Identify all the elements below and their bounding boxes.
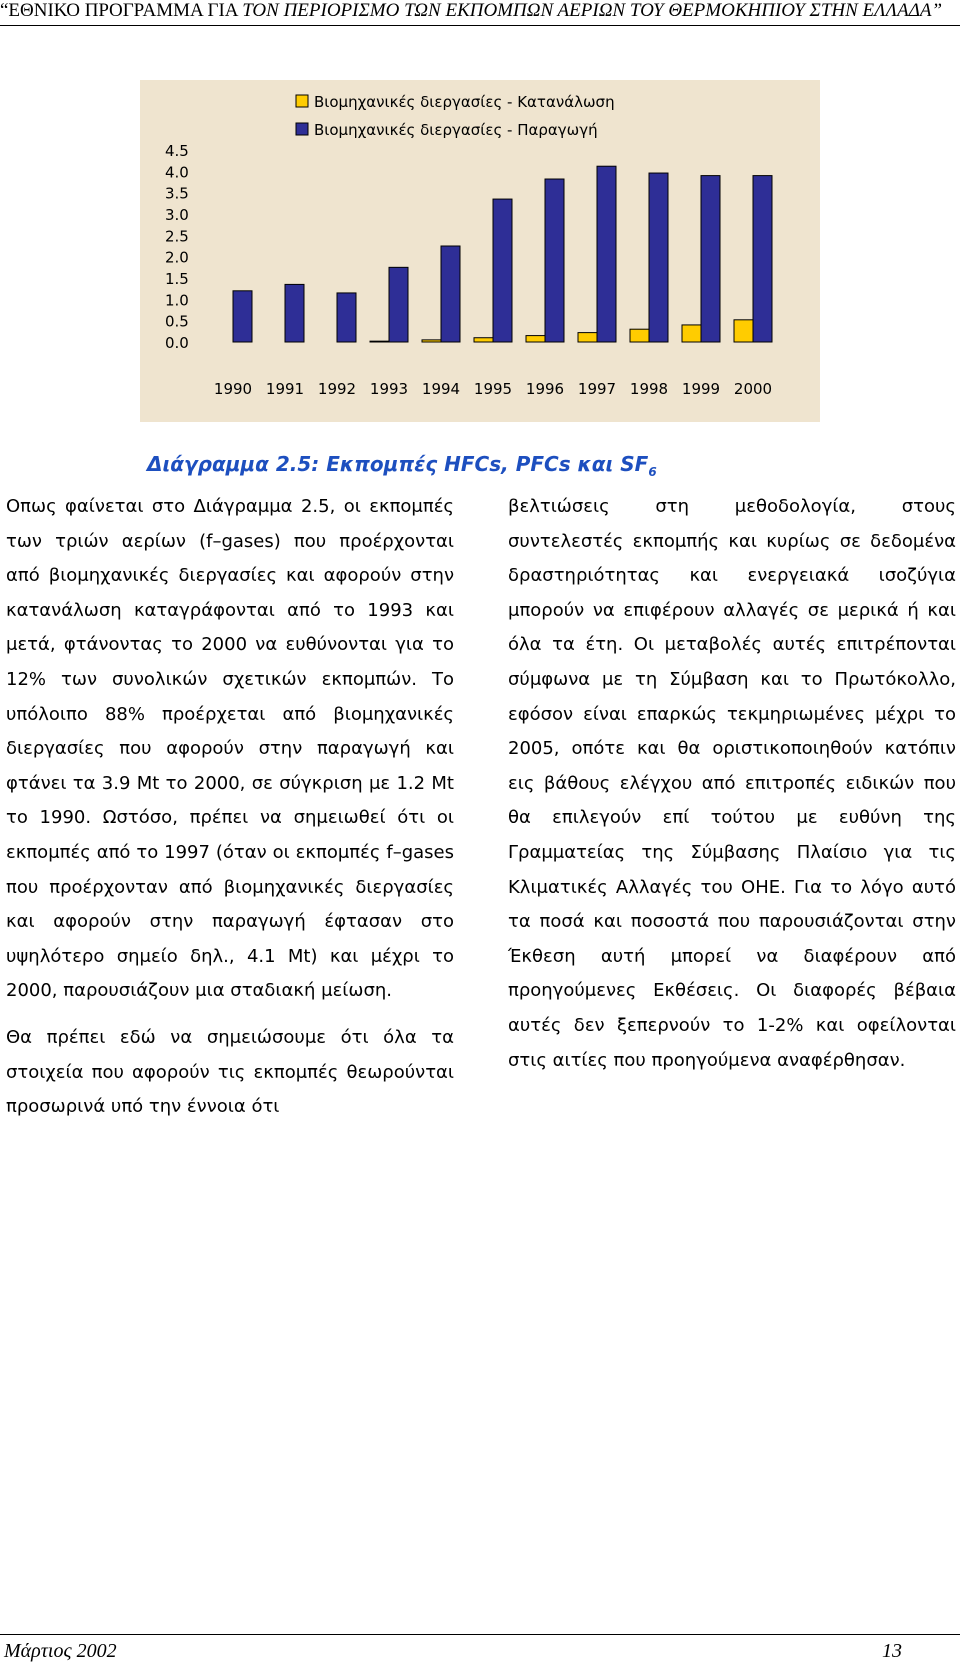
paragraph: βελτιώσεις στη μεθοδολογία, στους συντελεστές εκπομπής και κυρίως σε δεδομένα δραστηριότητας και ενεργειακά ισοζύγια μπορούν να επιφέρουν αλλαγές σε μερικά ή και όλα τα έτη. Οι μεταβολές αυτές επιτρέπονται σύμφωνα με τη Σύμβαση και το Πρωτόκολλο, εφόσον είναι επαρκώς τεκμηριωμένες μέχρι το 2005, οπότε και θα οριστικοποιηθούν κατόπιν εις βάθους ελέγχου από επιτροπές ειδικών που θα επιλεγούν επί τούτου με ευθύνη της Γραμματείας της Σύμβασης Πλαίσιο για τις Κλιματικές Αλλαγές του ΟΗΕ. Για το λόγο αυτό τα ποσά και ποσοστά που παρουσιάζονται στην Έκθεση αυτή μπορεί να διαφέρουν από προηγούμενες Εκθέσεις. Οι διαφορές βέβαια αυτές δεν ξεπερνούν το 1-2% και οφείλονται στις αιτίες που προηγούμενα αναφέρθησαν. xyxy=(508,496,956,1071)
bar xyxy=(753,176,772,342)
bar xyxy=(649,173,668,342)
footer-rule xyxy=(0,1634,960,1635)
y-tick-label: 1.0 xyxy=(165,291,189,310)
y-tick-label: 0.0 xyxy=(165,334,189,352)
legend-swatch xyxy=(296,123,308,135)
figure-caption xyxy=(147,452,657,479)
bar xyxy=(526,336,545,342)
bar-chart xyxy=(140,80,820,422)
legend-swatch xyxy=(296,95,308,107)
x-tick-label: 1991 xyxy=(265,380,305,398)
page-number: 13 xyxy=(882,1640,902,1662)
bar xyxy=(233,291,252,342)
y-tick-label: 3.5 xyxy=(165,184,189,203)
y-tick-label: 1.5 xyxy=(165,270,189,288)
x-tick-label: 2000 xyxy=(733,380,773,398)
header-rule xyxy=(0,25,960,26)
bar xyxy=(545,179,564,342)
y-tick-label: 2.0 xyxy=(165,248,189,267)
bar xyxy=(630,329,649,342)
x-tick-label: 1992 xyxy=(317,380,357,398)
paragraph: Οπως φαίνεται στο Διάγραμμα 2.5, οι εκπομπές των τριών αερίων (f–gases) που προέρχονται από βιομηχανικές διεργασίες και αφορούν στην κατανάλωση καταγράφονται από το 1993 και μετά, φτάνοντας το 2000 να ευθύνονται για το 12% των συνολικών σχετικών εκπομπών. Το υπόλοιπο 88% προέρχεται από βιομηχανικές διεργασίες που αφορούν στην παραγωγή και φτάνει τα 3.9 Mt το 2000, σε σύγκριση με 1.2 Mt το 1990. Ωστόσο, πρέπει να σημειωθεί ότι οι εκπομπές από το 1997 (όταν οι εκπομπές f–gases που προέρχονταν από βιομηχανικές διεργασίες και αφορούν στην παραγωγή έφτασαν στο υψηλότερο σημείο δηλ., 4.1 Mt) και μέχρι το 2000, παρουσιάζουν μια σταδιακή μείωση. xyxy=(6,496,454,1002)
text-column-right xyxy=(508,490,956,1090)
y-tick-label: 4.0 xyxy=(165,163,189,182)
chart-panel xyxy=(140,80,820,422)
x-tick-label: 1997 xyxy=(577,380,617,398)
x-tick-label: 1996 xyxy=(525,380,565,398)
caption-label: Διάγραμμα 2.5: xyxy=(147,452,320,476)
footer-date: Μάρτιος 2002 xyxy=(4,1640,117,1662)
bar xyxy=(493,199,512,342)
y-tick-label: 4.5 xyxy=(165,142,189,160)
bar xyxy=(285,284,304,342)
caption-subscript: 6 xyxy=(648,465,657,479)
paragraph: Θα πρέπει εδώ να σημειώσουμε ότι όλα τα στοιχεία που αφορούν τις εκπομπές θεωρούνται προσωρινά υπό την έννοια ότι xyxy=(6,1026,454,1118)
bar xyxy=(734,320,753,342)
bar xyxy=(370,341,389,342)
x-tick-label: 1990 xyxy=(213,380,253,398)
bar xyxy=(389,267,408,342)
bar xyxy=(474,338,493,342)
header-title-upright: “ΕΘΝΙΚΟ ΠΡΟΓΡΑΜΜΑ ΓΙΑ xyxy=(0,0,238,21)
legend-label: Βιομηχανικές διεργασίες - Κατανάλωση xyxy=(314,93,615,111)
text-column-left xyxy=(6,490,454,1137)
running-header xyxy=(0,0,960,24)
legend-label: Βιομηχανικές διεργασίες - Παραγωγή xyxy=(314,121,598,139)
bar xyxy=(597,166,616,342)
x-tick-label: 1998 xyxy=(629,380,669,398)
x-tick-label: 1999 xyxy=(681,380,721,398)
x-tick-label: 1993 xyxy=(369,380,409,398)
caption-text: Εκπομπές HFCs, PFCs και SF xyxy=(319,452,649,476)
bar xyxy=(441,246,460,342)
header-title-italic: ΤΟΝ ΠΕΡΙΟΡΙΣΜΟ ΤΩΝ ΕΚΠΟΜΠΩΝ ΑΕΡΙΩΝ ΤΟΥ ΘΕΡΜΟΚΗΠΙΟΥ ΣΤΗΝ ΕΛΛΑΔΑ” xyxy=(242,0,943,21)
y-tick-label: 2.5 xyxy=(165,227,189,246)
bar xyxy=(701,176,720,342)
bar xyxy=(422,340,441,342)
bar xyxy=(337,293,356,342)
bar xyxy=(578,333,597,342)
bar xyxy=(682,325,701,342)
x-tick-label: 1995 xyxy=(473,380,513,398)
y-tick-label: 0.5 xyxy=(165,312,189,331)
y-tick-label: 3.0 xyxy=(165,206,189,224)
x-tick-label: 1994 xyxy=(421,380,461,398)
